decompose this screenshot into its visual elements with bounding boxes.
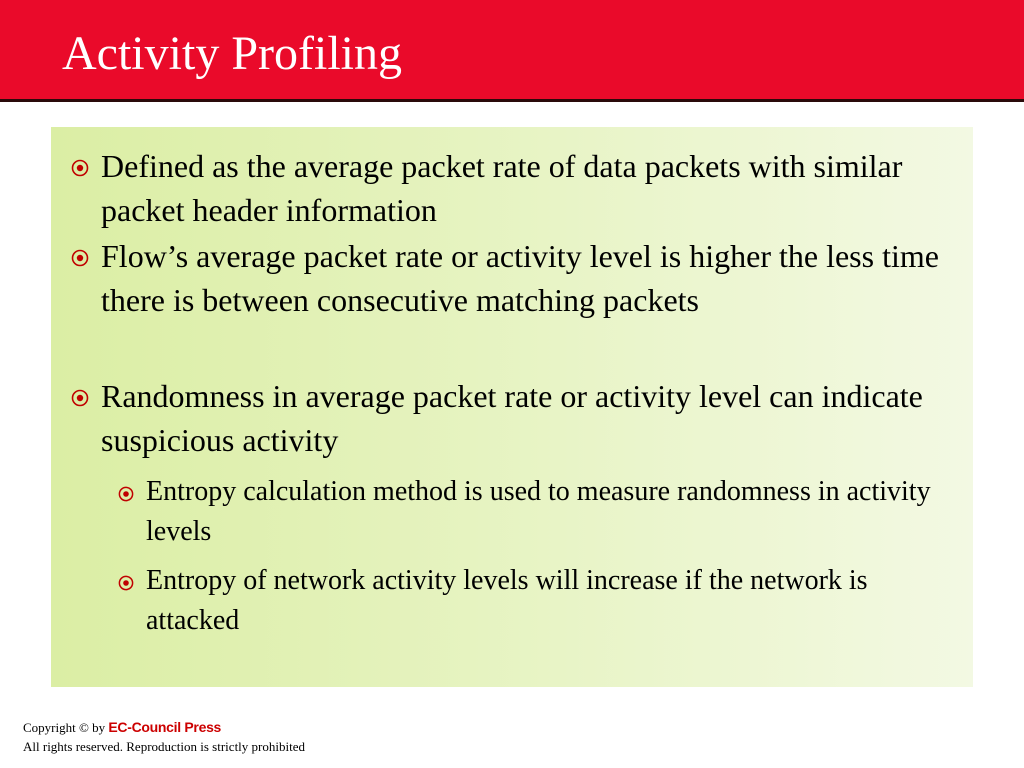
- content-panel: [51, 127, 973, 687]
- bullet-text: Randomness in average packet rate or activity level can indicate suspicious activity: [101, 378, 923, 458]
- circled-dot-bullet-icon: [118, 575, 134, 591]
- circled-dot-bullet-icon: [71, 159, 89, 177]
- sub-bullet-item: [146, 472, 956, 552]
- bullet-item: [101, 144, 951, 232]
- bullet-text: Defined as the average packet rate of data packets with similar packet header information: [101, 148, 903, 228]
- slide-title: Activity Profiling: [62, 27, 402, 80]
- brand-name: EC-Council Press: [108, 719, 222, 735]
- footer: [23, 718, 305, 756]
- sub-bullet-text: Entropy of network activity levels will increase if the network is attacked: [146, 565, 868, 636]
- bullet-item: [101, 234, 951, 322]
- rights-notice: All rights reserved. Reproduction is strictly prohibited: [23, 739, 305, 754]
- circled-dot-bullet-icon: [71, 249, 89, 267]
- bullet-text: Flow’s average packet rate or activity level is higher the less time there is between consecutive matching packets: [101, 238, 939, 318]
- copyright-prefix: Copyright © by: [23, 720, 109, 735]
- copyright-line: [23, 718, 305, 737]
- title-bar: [0, 0, 1024, 102]
- sub-bullet-item: [146, 561, 956, 641]
- circled-dot-bullet-icon: [71, 389, 89, 407]
- sub-bullet-text: Entropy calculation method is used to measure randomness in activity levels: [146, 476, 931, 547]
- bullet-item: [101, 374, 951, 462]
- circled-dot-bullet-icon: [118, 486, 134, 502]
